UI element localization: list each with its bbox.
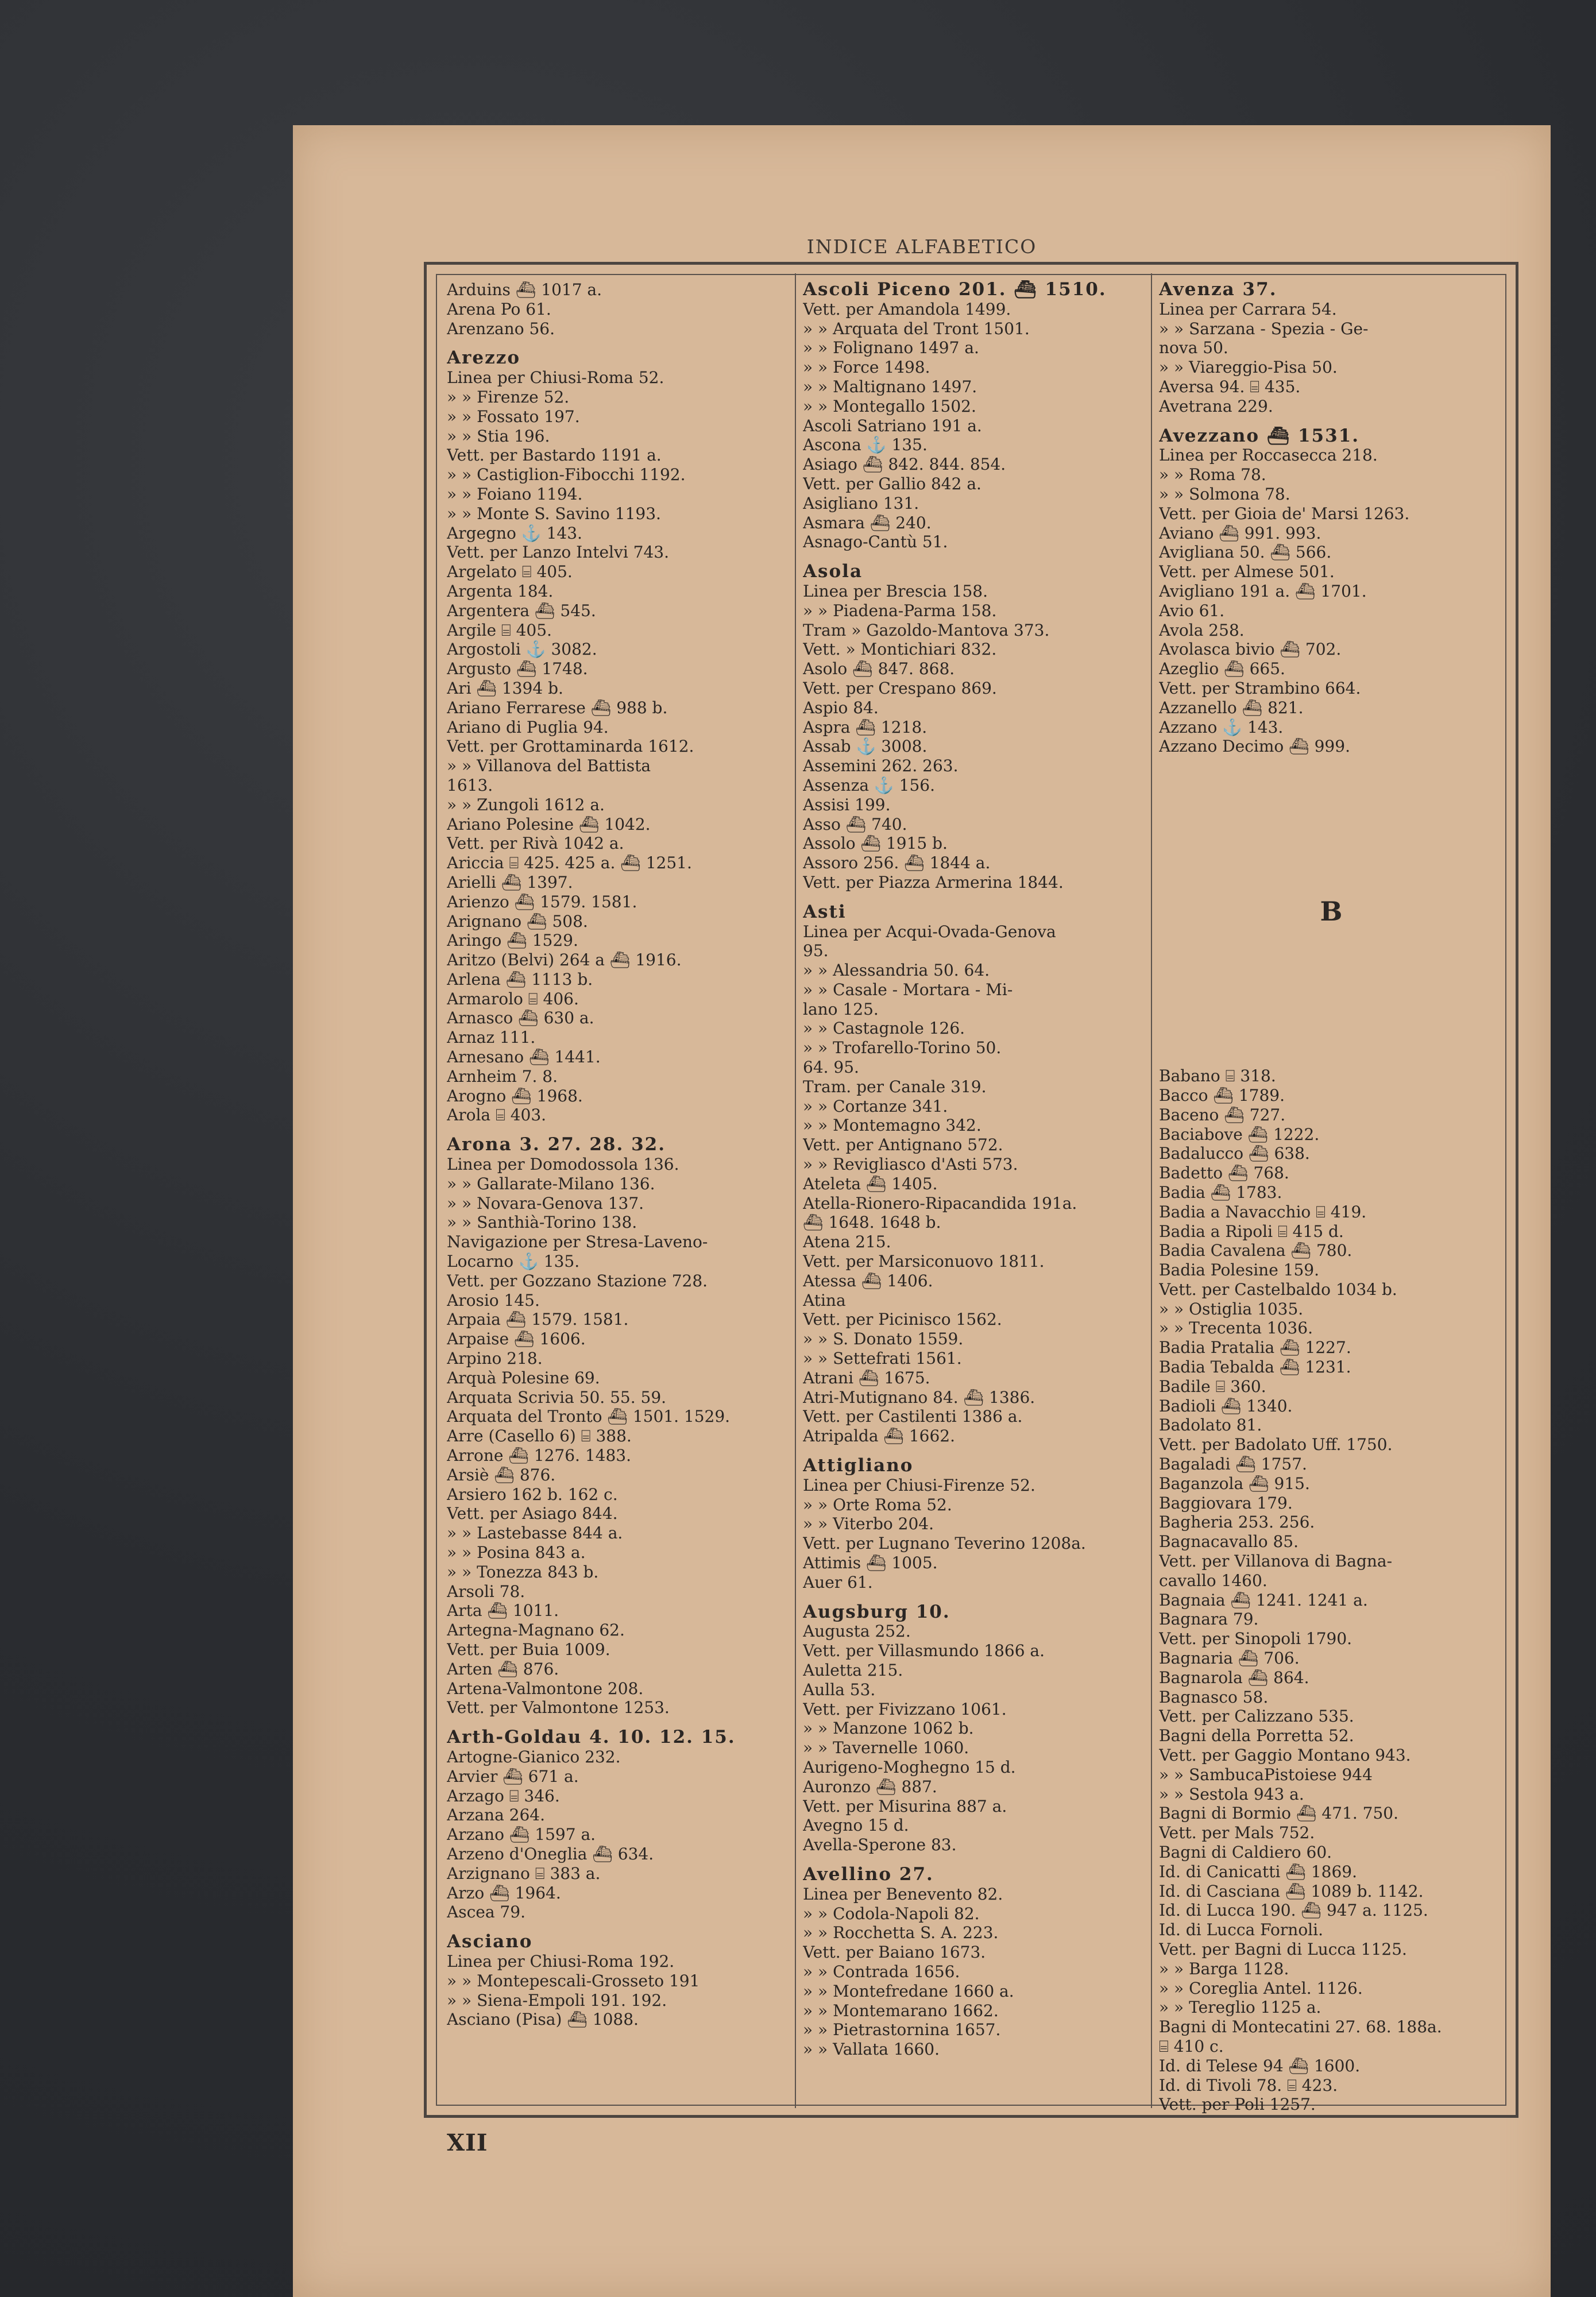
index-entry: Atrani ⛴ 1675. — [803, 1368, 930, 1387]
index-entry: Bagheria 253. 256. — [1159, 1513, 1315, 1532]
index-entry: Linea per Carrara 54. — [1159, 299, 1337, 319]
index-entry: Arsiero 162 b. 162 c. — [447, 1484, 618, 1504]
index-entry: Ariccia ⌸ 425. 425 a. ⛴ 1251. — [447, 853, 692, 873]
index-entry: Vett. per Amandola 1499. — [803, 299, 1011, 319]
index-entry: Linea per Acqui-Ovada-Genova — [803, 922, 1056, 941]
index-entry: » » Castiglion-Fibocchi 1192. — [447, 465, 686, 485]
index-entry: Assenza ⚓ 156. — [803, 775, 936, 795]
index-entry: Badia a Ripoli ⌸ 415 d. — [1159, 1221, 1344, 1241]
index-entry: Avegno 15 d. — [803, 1816, 909, 1835]
index-entry: Atri-Mutignano 84. ⛴ 1386. — [803, 1387, 1035, 1407]
index-entry: Assisi 199. — [803, 795, 891, 814]
index-entry: » » Tereglio 1125 a. — [1159, 1998, 1321, 2017]
index-entry: Bacco ⛴ 1789. — [1159, 1085, 1285, 1105]
index-entry: Ascea 79. — [447, 1902, 525, 1922]
index-entry: » » Barga 1128. — [1159, 1959, 1289, 1978]
index-entry: Vett. per Almese 501. — [1159, 562, 1335, 582]
index-entry: nova 50. — [1159, 338, 1228, 358]
index-entry: Linea per Chiusi-Roma 192. — [447, 1951, 675, 1971]
index-entry: Argostoli ⚓ 3082. — [447, 640, 597, 659]
index-entry: » » Trofarello-Torino 50. — [803, 1038, 1002, 1058]
index-entry: Arielli ⛴ 1397. — [447, 872, 573, 892]
index-entry: Argentera ⛴ 545. — [447, 601, 596, 620]
index-entry: Aversa 94. ⌸ 435. — [1159, 377, 1301, 396]
index-entry: Avigliano 191 a. ⛴ 1701. — [1159, 581, 1367, 601]
index-entry: Baciabove ⛴ 1222. — [1159, 1124, 1320, 1144]
index-entry: Linea per Domodossola 136. — [447, 1155, 679, 1174]
index-entry: Vett. per Calizzano 535. — [1159, 1707, 1354, 1726]
index-entry: Avola 258. — [1159, 620, 1245, 640]
index-entry: Bagni della Porretta 52. — [1159, 1726, 1354, 1746]
index-entry: Vett. per Misurina 887 a. — [803, 1796, 1007, 1816]
index-heading: Avenza 37. — [1159, 280, 1277, 300]
index-entry: » » Villanova del Battista — [447, 756, 651, 776]
index-entry: Tram » Gazoldo-Mantova 373. — [803, 620, 1050, 640]
index-entry: Avigliana 50. ⛴ 566. — [1159, 543, 1332, 562]
index-heading: Asciano — [447, 1932, 533, 1952]
index-entry: Aviano ⛴ 991. 993. — [1159, 523, 1321, 543]
index-entry: » » Viterbo 204. — [803, 1514, 934, 1534]
index-entry: Vett. per Villanova di Bagna- — [1159, 1552, 1393, 1571]
index-entry: Vett. » Montichiari 832. — [803, 640, 997, 659]
index-entry: Assoro 256. ⛴ 1844 a. — [803, 853, 991, 873]
index-entry: Atella-Rionero-Ripacandida 191a. — [803, 1193, 1077, 1213]
index-entry: Azzanello ⛴ 821. — [1159, 698, 1304, 717]
index-entry: Bagni di Caldiero 60. — [1159, 1843, 1332, 1862]
index-entry: Artegna-Magnano 62. — [447, 1621, 625, 1640]
index-entry: » » Ostiglia 1035. — [1159, 1299, 1304, 1318]
index-entry: Tram. per Canale 319. — [803, 1077, 987, 1096]
index-entry: » » Lastebasse 844 a. — [447, 1523, 623, 1543]
index-entry: Badolato 81. — [1159, 1416, 1262, 1435]
index-entry: Arpaise ⛴ 1606. — [447, 1329, 586, 1349]
index-entry: Arenzano 56. — [447, 319, 555, 338]
index-entry: » » Stia 196. — [447, 426, 550, 446]
section-gap — [1159, 756, 1504, 894]
index-entry: Arquata del Tronto ⛴ 1501. 1529. — [447, 1407, 731, 1426]
index-entry: » » Folignano 1497 a. — [803, 338, 979, 358]
index-entry: » » Maltignano 1497. — [803, 377, 977, 396]
index-entry: Bagni di Bormio ⛴ 471. 750. — [1159, 1804, 1398, 1823]
index-entry: Asiago ⛴ 842. 844. 854. — [803, 455, 1006, 474]
index-entry: Asmara ⛴ 240. — [803, 513, 932, 532]
index-entry: Badia Tebalda ⛴ 1231. — [1159, 1358, 1351, 1377]
index-entry: Baggiovara 179. — [1159, 1493, 1293, 1513]
index-entry: Badia Cavalena ⛴ 780. — [1159, 1241, 1352, 1260]
index-entry: » » SambucaPistoiese 944 — [1159, 1765, 1373, 1784]
index-entry: Argusto ⛴ 1748. — [447, 659, 588, 679]
index-entry: Id. di Lucca 190. ⛴ 947 a. 1125. — [1159, 1901, 1428, 1920]
index-entry: Ateleta ⛴ 1405. — [803, 1174, 938, 1193]
index-entry: Vett. per Gozzano Stazione 728. — [447, 1271, 708, 1290]
index-entry: lano 125. — [803, 999, 879, 1019]
section-letter: B — [1320, 896, 1343, 927]
index-heading: Ascoli Piceno 201. ⛴ 1510. — [803, 280, 1107, 300]
index-entry: » » Force 1498. — [803, 358, 930, 377]
index-entry: Bagnacavallo 85. — [1159, 1532, 1299, 1552]
index-entry: Ari ⛴ 1394 b. — [447, 678, 563, 698]
index-entry: » » Revigliasco d'Asti 573. — [803, 1155, 1018, 1174]
index-entry: Arogno ⛴ 1968. — [447, 1086, 583, 1105]
index-entry: Auletta 215. — [803, 1660, 903, 1680]
index-entry: » » Sestola 943 a. — [1159, 1784, 1304, 1804]
column-divider — [795, 273, 796, 2108]
index-entry: Arosio 145. — [447, 1290, 540, 1310]
page-number: XII — [447, 2129, 488, 2156]
index-entry: Badalucco ⛴ 638. — [1159, 1144, 1310, 1163]
index-entry: Vett. per Grottaminarda 1612. — [447, 737, 694, 756]
index-entry: ⌸ 410 c. — [1159, 2036, 1224, 2056]
index-entry: Id. di Lucca Fornoli. — [1159, 1920, 1323, 1940]
index-entry: Aspra ⛴ 1218. — [803, 717, 928, 737]
index-entry: » » Posina 843 a. — [447, 1543, 586, 1562]
index-entry: Azeglio ⛴ 665. — [1159, 659, 1285, 679]
index-entry: Atina — [803, 1290, 846, 1310]
index-entry: » » Gallarate-Milano 136. — [447, 1174, 655, 1193]
index-entry: » » Firenze 52. — [447, 387, 570, 407]
index-entry: Id. di Tivoli 78. ⌸ 423. — [1159, 2075, 1338, 2095]
index-entry: Arlena ⛴ 1113 b. — [447, 969, 593, 989]
index-entry: Vett. per Antignano 572. — [803, 1135, 1003, 1155]
index-entry: Vett. per Strambino 664. — [1159, 678, 1361, 698]
index-entry: Baganzola ⛴ 915. — [1159, 1474, 1310, 1493]
index-column-3 — [1159, 280, 1504, 2274]
index-heading: Attigliano — [803, 1456, 914, 1476]
index-entry: Arienzo ⛴ 1579. 1581. — [447, 892, 637, 911]
index-entry: Locarno ⚓ 135. — [447, 1252, 580, 1271]
index-entry: Vett. per Buia 1009. — [447, 1639, 610, 1659]
index-entry: Avio 61. — [1159, 601, 1225, 620]
index-entry: Augusta 252. — [803, 1622, 911, 1641]
index-entry: Atripalda ⛴ 1662. — [803, 1426, 956, 1446]
index-entry: Bagaladi ⛴ 1757. — [1159, 1455, 1307, 1474]
index-entry: Id. di Casciana ⛴ 1089 b. 1142. — [1159, 1881, 1424, 1901]
index-entry: Ascona ⚓ 135. — [803, 435, 928, 455]
index-entry: 95. — [803, 941, 829, 961]
index-entry: Ariano Ferrarese ⛴ 988 b. — [447, 698, 668, 717]
index-entry: Vett. per Mals 752. — [1159, 1823, 1315, 1843]
index-entry: Artogne-Gianico 232. — [447, 1747, 621, 1766]
index-entry: Arrone ⛴ 1276. 1483. — [447, 1446, 632, 1465]
index-entry: Vett. per Picinisco 1562. — [803, 1310, 1002, 1329]
index-entry: » » Foiano 1194. — [447, 484, 583, 504]
index-entry: Arsoli 78. — [447, 1581, 525, 1601]
index-entry: Bagnarola ⛴ 864. — [1159, 1668, 1309, 1687]
index-entry: » » Roma 78. — [1159, 465, 1266, 485]
index-entry: Aurigeno-Moghegno 15 d. — [803, 1757, 1016, 1777]
index-entry: Vett. per Fivizzano 1061. — [803, 1699, 1007, 1719]
index-entry: Badia ⛴ 1783. — [1159, 1182, 1282, 1202]
index-entry: Linea per Brescia 158. — [803, 581, 988, 601]
index-entry: Badile ⌸ 360. — [1159, 1376, 1266, 1396]
index-entry: Azzano ⚓ 143. — [1159, 717, 1284, 737]
index-entry: Asigliano 131. — [803, 493, 919, 513]
index-entry: Asolo ⛴ 847. 868. — [803, 659, 955, 679]
index-entry: Bagni di Montecatini 27. 68. 188a. — [1159, 2017, 1442, 2037]
section-gap — [1159, 929, 1504, 1066]
index-entry: Id. di Canicatti ⛴ 1869. — [1159, 1862, 1358, 1881]
index-entry: » » Casale - Mortara - Mi- — [803, 980, 1013, 999]
index-entry: Aspio 84. — [803, 698, 879, 717]
index-entry: » » Siena-Empoli 191. 192. — [447, 1990, 667, 2010]
index-entry: » » Settefrati 1561. — [803, 1349, 962, 1368]
index-entry: Bagnaia ⛴ 1241. 1241 a. — [1159, 1590, 1368, 1610]
index-entry: » » Trecenta 1036. — [1159, 1318, 1313, 1338]
index-entry: Badia a Navacchio ⌸ 419. — [1159, 1202, 1367, 1221]
index-entry: Argelato ⌸ 405. — [447, 562, 573, 582]
index-entry: Vett. per Baiano 1673. — [803, 1943, 986, 1962]
index-entry: » » Novara-Genova 137. — [447, 1193, 644, 1213]
index-heading: Asti — [803, 902, 847, 922]
index-entry: Arquata Scrivia 50. 55. 59. — [447, 1387, 667, 1407]
index-entry: » » Zungoli 1612 a. — [447, 795, 605, 814]
index-entry: » » Contrada 1656. — [803, 1962, 960, 1981]
index-entry: Arena Po 61. — [447, 299, 551, 319]
index-entry: » » Montepescali-Grosseto 191 — [447, 1971, 700, 1990]
index-entry: 1613. — [447, 775, 493, 795]
index-entry: Arzeno d'Oneglia ⛴ 634. — [447, 1844, 654, 1863]
index-entry: Bagnasco 58. — [1159, 1687, 1269, 1707]
index-entry: Arignano ⛴ 508. — [447, 911, 588, 931]
index-entry: Argegno ⚓ 143. — [447, 523, 582, 543]
index-entry: Vett. per Lugnano Teverino 1208a. — [803, 1534, 1086, 1553]
index-entry: cavallo 1460. — [1159, 1571, 1267, 1590]
index-entry: » » Montefredane 1660 a. — [803, 1981, 1014, 2001]
index-column-2 — [803, 280, 1143, 2274]
index-entry: » » Alessandria 50. 64. — [803, 961, 990, 980]
index-heading: Arth-Goldau 4. 10. 12. 15. — [447, 1728, 736, 1747]
index-entry: Arnheim 7. 8. — [447, 1066, 558, 1086]
index-entry: Avolasca bivio ⛴ 702. — [1159, 640, 1342, 659]
index-entry: » » Monte S. Savino 1193. — [447, 504, 661, 523]
index-entry: Vett. per Gioia de' Marsi 1263. — [1159, 504, 1410, 523]
index-heading: Arona 3. 27. 28. 32. — [447, 1135, 666, 1155]
index-entry: Arsiè ⛴ 876. — [447, 1465, 556, 1484]
index-entry: Vett. per Valmontone 1253. — [447, 1698, 670, 1718]
index-entry: Arzana 264. — [447, 1805, 546, 1825]
index-entry: » » Montegallo 1502. — [803, 396, 976, 416]
index-entry: » » Solmona 78. — [1159, 484, 1290, 504]
index-entry: Artena-Valmontone 208. — [447, 1679, 644, 1698]
index-entry: Babano ⌸ 318. — [1159, 1066, 1276, 1086]
index-entry: » » Orte Roma 52. — [803, 1495, 952, 1514]
index-entry: Badioli ⛴ 1340. — [1159, 1396, 1293, 1416]
index-entry: Bagnara 79. — [1159, 1610, 1259, 1629]
index-entry: Vett. per Poli 1257. — [1159, 2095, 1316, 2114]
index-entry: Arpaia ⛴ 1579. 1581. — [447, 1310, 629, 1329]
index-entry: Arzignano ⌸ 383 a. — [447, 1863, 601, 1883]
index-entry: Linea per Chiusi-Roma 52. — [447, 368, 664, 388]
index-heading: Augsburg 10. — [803, 1602, 950, 1622]
index-entry: » » S. Donato 1559. — [803, 1329, 964, 1349]
index-entry: Arvier ⛴ 671 a. — [447, 1766, 579, 1786]
index-entry: Arduins ⛴ 1017 a. — [447, 280, 602, 299]
index-entry: Vett. per Sinopoli 1790. — [1159, 1629, 1352, 1649]
index-entry: Navigazione per Stresa-Laveno- — [447, 1232, 708, 1252]
index-column-1 — [447, 280, 789, 2274]
book-page — [293, 125, 1551, 2297]
index-entry: Assolo ⛴ 1915 b. — [803, 834, 948, 853]
index-entry: Badia Pratalia ⛴ 1227. — [1159, 1338, 1351, 1358]
index-entry: » » Manzone 1062 b. — [803, 1719, 974, 1738]
index-entry: Aulla 53. — [803, 1680, 876, 1699]
index-heading: Asola — [803, 562, 863, 582]
index-entry: » » Tavernelle 1060. — [803, 1738, 969, 1758]
index-entry: Linea per Benevento 82. — [803, 1884, 1003, 1904]
index-entry: Attimis ⛴ 1005. — [803, 1553, 938, 1572]
index-entry: Vett. per Villasmundo 1866 a. — [803, 1641, 1045, 1661]
index-entry: Auronzo ⛴ 887. — [803, 1777, 937, 1796]
index-entry: Arnesano ⛴ 1441. — [447, 1047, 601, 1067]
index-entry: Arnaz 111. — [447, 1028, 536, 1047]
index-entry: Argile ⌸ 405. — [447, 620, 552, 640]
index-heading: Arezzo — [447, 349, 520, 369]
index-entry: » » Tonezza 843 b. — [447, 1562, 599, 1581]
index-entry: Arta ⛴ 1011. — [447, 1601, 559, 1621]
index-entry: Asciano (Pisa) ⛴ 1088. — [447, 2010, 639, 2029]
index-entry: Vett. per Lanzo Intelvi 743. — [447, 543, 670, 562]
index-entry: Arzano ⛴ 1597 a. — [447, 1825, 596, 1844]
index-entry: Aringo ⛴ 1529. — [447, 931, 578, 950]
index-entry: » » Montemarano 1662. — [803, 2001, 999, 2020]
index-entry: Vett. per Castelbaldo 1034 b. — [1159, 1279, 1397, 1299]
index-entry: Vett. per Crespano 869. — [803, 678, 997, 698]
index-entry: » » Coreglia Antel. 1126. — [1159, 1978, 1363, 1998]
index-heading: Avellino 27. — [803, 1865, 934, 1885]
index-entry: Armarolo ⌸ 406. — [447, 989, 579, 1008]
index-entry: Assab ⚓ 3008. — [803, 737, 928, 756]
index-entry: Vett. per Bastardo 1191 a. — [447, 446, 662, 465]
index-entry: Azzano Decimo ⛴ 999. — [1159, 737, 1350, 756]
index-entry: » » Fossato 197. — [447, 407, 580, 426]
index-entry: » » Pietrastornina 1657. — [803, 2020, 1001, 2040]
index-entry: Auer 61. — [803, 1572, 873, 1592]
index-entry: Badia Polesine 159. — [1159, 1260, 1320, 1280]
index-entry: Asso ⛴ 740. — [803, 814, 907, 834]
index-entry: » » Castagnole 126. — [803, 1019, 965, 1038]
index-entry: » » Montemagno 342. — [803, 1116, 981, 1135]
index-entry: Linea per Chiusi-Firenze 52. — [803, 1475, 1035, 1495]
index-entry: Ariano Polesine ⛴ 1042. — [447, 814, 651, 834]
index-entry: ⛴ 1648. 1648 b. — [803, 1213, 941, 1232]
index-entry: Atessa ⛴ 1406. — [803, 1271, 933, 1290]
index-entry: Vett. per Piazza Armerina 1844. — [803, 872, 1064, 892]
index-entry: Assemini 262. 263. — [803, 756, 959, 776]
index-entry: Arnasco ⛴ 630 a. — [447, 1008, 594, 1028]
index-entry: » » Piadena-Parma 158. — [803, 601, 997, 620]
column-divider — [1151, 273, 1152, 2108]
index-entry: Argenta 184. — [447, 581, 554, 601]
index-entry: Vett. per Badolato Uff. 1750. — [1159, 1435, 1393, 1455]
index-entry: Baceno ⛴ 727. — [1159, 1105, 1286, 1124]
index-entry: Vett. per Rivà 1042 a. — [447, 834, 624, 853]
index-entry: Vett. per Castilenti 1386 a. — [803, 1407, 1023, 1426]
index-entry: Id. di Telese 94 ⛴ 1600. — [1159, 2056, 1361, 2075]
index-entry: Linea per Roccasecca 218. — [1159, 446, 1378, 465]
index-entry: 64. 95. — [803, 1058, 859, 1077]
index-entry: » » Cortanze 341. — [803, 1096, 948, 1116]
index-entry: » » Santhià-Torino 138. — [447, 1213, 637, 1232]
index-entry: » » Rocchetta S. A. 223. — [803, 1923, 999, 1943]
index-entry: Arquà Polesine 69. — [447, 1368, 600, 1387]
index-entry: Vett. per Gallio 842 a. — [803, 474, 981, 493]
index-entry: Vett. per Marsiconuovo 1811. — [803, 1252, 1045, 1271]
index-entry: Aritzo (Belvi) 264 a ⛴ 1916. — [447, 950, 682, 970]
index-entry: Arzo ⛴ 1964. — [447, 1883, 561, 1902]
index-entry: Arola ⌸ 403. — [447, 1105, 547, 1125]
index-entry: Arzago ⌸ 346. — [447, 1786, 560, 1805]
index-entry: Avetrana 229. — [1159, 396, 1273, 416]
index-entry: Ariano di Puglia 94. — [447, 717, 609, 737]
running-head: INDICE ALFABETICO — [806, 235, 1037, 258]
index-entry: Vett. per Gaggio Montano 943. — [1159, 1746, 1411, 1765]
index-entry: Ascoli Satriano 191 a. — [803, 416, 982, 435]
index-entry: Bagnaria ⛴ 706. — [1159, 1649, 1300, 1668]
index-entry: Arten ⛴ 876. — [447, 1659, 559, 1679]
index-entry: » » Arquata del Tront 1501. — [803, 319, 1030, 338]
index-entry: Vett. per Asiago 844. — [447, 1504, 618, 1523]
index-entry: » » Vallata 1660. — [803, 2040, 940, 2059]
index-entry: Vett. per Bagni di Lucca 1125. — [1159, 1939, 1407, 1959]
index-entry: Asnago-Cantù 51. — [803, 532, 948, 552]
index-entry: Atena 215. — [803, 1232, 891, 1252]
index-entry: Badetto ⛴ 768. — [1159, 1163, 1289, 1183]
index-heading: Avezzano ⛴ 1531. — [1159, 426, 1360, 446]
index-entry: » » Codola-Napoli 82. — [803, 1904, 980, 1923]
index-entry: » » Sarzana - Spezia - Ge- — [1159, 319, 1369, 338]
index-entry: Arre (Casello 6) ⌸ 388. — [447, 1426, 632, 1446]
index-entry: » » Viareggio-Pisa 50. — [1159, 358, 1338, 377]
index-entry: Avella-Sperone 83. — [803, 1835, 957, 1855]
index-entry: Arpino 218. — [447, 1349, 543, 1368]
